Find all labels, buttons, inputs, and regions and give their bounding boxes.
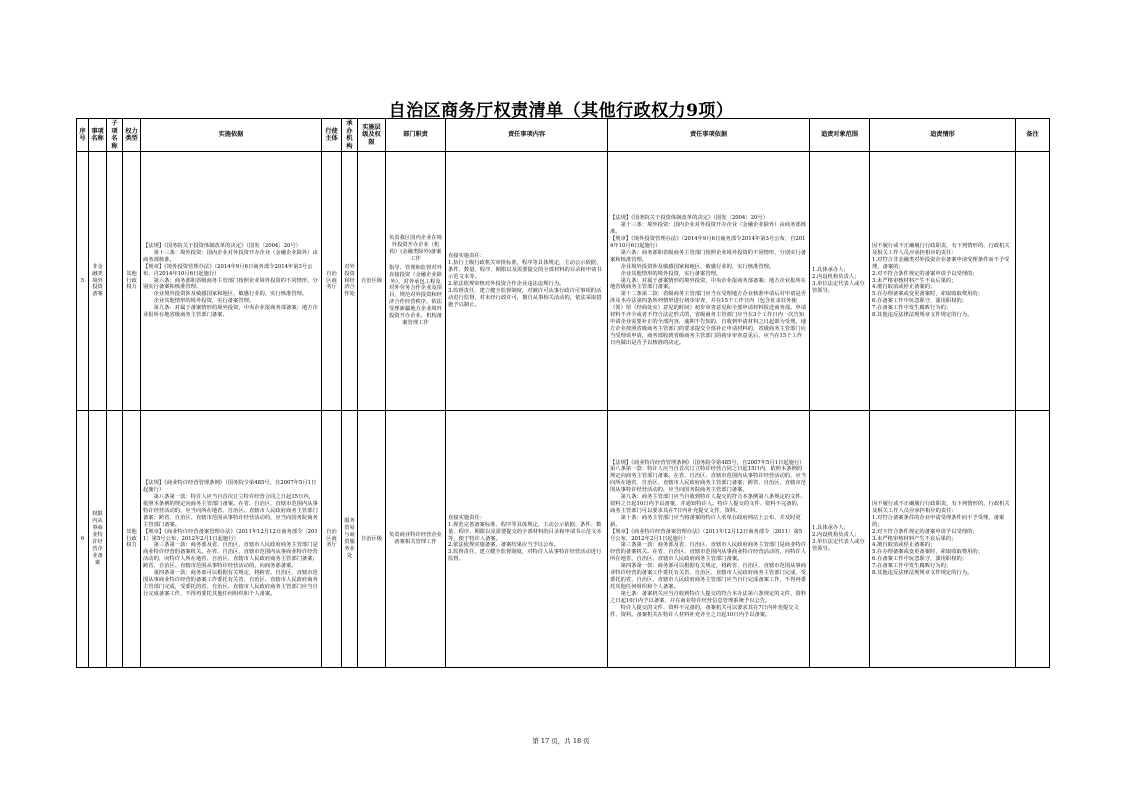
cell-target: 1.具体承办人； 2.内设机构负责人； 3.单位法定代表人或分管领导。	[810, 411, 870, 668]
cell-name: 权限内从事商业特许经营企业备案	[89, 411, 107, 668]
cell-subject: 自治区商务厅	[322, 411, 342, 668]
cell-sub	[107, 152, 123, 411]
header-note: 备注	[1016, 119, 1050, 152]
cell-content: 直接实施责任： 1.规范完善备案标准、程序等具体规定，主动公示依据、条件、数量、程序、期限以及需要提交的全部材料的目录和申请书示范文本等，便于特许人备案。 2.依法依规实施备案，备案结果应当予以公布。 3.监督责任，建立健全监督制度，对特许人从事特许经营活动进行监督。	[446, 411, 608, 668]
header-level: 实施层级及权限	[358, 119, 386, 152]
cell-target: 1.具体承办人； 2.内设机构负责人； 3.单位法定代表人或分管领导。	[810, 152, 870, 411]
cell-note	[1016, 411, 1050, 668]
cell-duty: 负责商业特许经营企业备案相关管理工作	[386, 411, 446, 668]
header-sub: 子项名称	[107, 119, 123, 152]
table-row	[77, 152, 1050, 411]
header-situation: 追责情形	[870, 119, 1016, 152]
cell-org: 服务贸易与商贸服务业处	[342, 411, 358, 668]
header-subject: 行使主体	[322, 119, 342, 152]
header-content: 责任事项内容	[446, 119, 608, 152]
cell-subject: 自治区商务厅	[322, 152, 342, 411]
power-list-table	[76, 118, 1050, 668]
table-header-row	[77, 119, 1050, 152]
cell-duty	[386, 152, 446, 411]
cell-level: 自治区级	[358, 152, 386, 411]
header-name: 事项名称	[89, 119, 107, 152]
cell-basis: 【法规】《国务院关于投资体制改革的决定》（国发〔2004〕20号） 第十三条：境外投资：国内企业对外投资开办企业（金融企业除外）由商务部核准。 【规章】《境外投资管理办法》（2014年9月6日商务部令2014年第3号公布，自2014年10月6日起施行） 第六条：商务部和省级商务主管部门按照企业境外投资的不同情形，分别实行备案和核准管理。 企业境外投资涉及敏感国家和地区、敏感行业的，实行核准管理。 企业其他情形的境外投资，实行备案管理。 第九条：对属于备案情形的境外投资，中央企业报商务部备案；地方企业报所在地省级商务主管部门备案。	[141, 152, 322, 411]
cell-type: 其他行政权力	[123, 152, 141, 411]
cell-note	[1016, 152, 1050, 411]
header-no: 序号	[77, 119, 89, 152]
header-duty: 部门职责	[386, 119, 446, 152]
cell-sub	[107, 411, 123, 668]
cell-duty-scope: 负责我区国内企业在境外投资开办企业（机构）(金融类除外)备案工作	[389, 235, 442, 262]
page-title: 自治区商务厅权责清单（其他行政权力9项）	[388, 101, 734, 121]
header-basis: 实施依据	[141, 119, 322, 152]
cell-situation: 因不履行或不正确履行行政职责，有下列情形的，行政机关及相关工作人员应承担相应的责任： 1.对符合非金融类对外投资企业备案申请受理条件而不予受理，备案的； 2.对不符合条件规定的备案申请予以受理的； 3.未严格审核材料产生不良后果的； 4.擅自取消或停止备案的； 5.在办理备案或变更备案时，索取收取费用的； 6.在备案工作中玩忽职守，滥用职权的； 7.在备案工作中发生腐败行为的； 8.其他违反法律法规规章文件规定的行为。	[870, 152, 1016, 411]
cell-name: 非金融类境外投资备案	[89, 152, 107, 411]
cell-no: 6	[77, 411, 89, 668]
table-row	[77, 411, 1050, 668]
page-footer: 第 17 页，共 18 页	[532, 737, 590, 745]
header-org: 承办机构	[342, 119, 358, 152]
cell-duty-detail: 指导、管理和监督对外直接投资（金融企业除外）、对外承包工程及对外劳务合作企业及项目，规范对外投资和经济合作经营秩序，依法受理新疆地方企业境外投资开办企业、机构备案管理工作	[389, 264, 442, 326]
cell-level: 自治区级	[358, 411, 386, 668]
cell-basis: 【法规】《商业特许经营管理条例》（国务院令第485号，自2007年5月1日起施行） 第八条第一款：特许人应当自首次订立特许经营合同之日起15日内，依照本条例的规定向商务主管部门备案。在省、自治区、直辖市范围内从事特许经营活动的，应当向所在地省、自治区、直辖市人民政府商务主管部门备案；跨省、自治区、直辖市范围从事特许经营活动的，应当向国务院商务主管部门备案。 【规章】《商业特许经营备案管理办法》（2011年12月12日商务部令〔2011〕第5号公布，2012年2月1日起施行） 第三条第一款：商务部及省、自治区、直辖市人民政府商务主管部门是商业特许经营的备案机关。在省、自治区、直辖市范围内从事商业特许经营活动的，向特许人所在地省、自治区、直辖市人民政府商务主管部门备案；跨省、自治区、直辖市范围从事特许经营活动的，向商务部备案。 第四条第一款：商务部可以根据有关规定，将跨省、自治区、直辖市范围从事商业特许经营的备案工作委托有关省、自治区、直辖市人民政府商务主管部门完成，受委托的省、自治区、直辖市人民政府商务主管部门应当自行完成备案工作，不得再委托其他任何组织和个人备案。	[141, 411, 322, 668]
cell-type: 其他行政权力	[123, 411, 141, 668]
cell-no: 5	[77, 152, 89, 411]
header-target: 追责对象范围	[810, 119, 870, 152]
header-type: 权力类型	[123, 119, 141, 152]
cell-org: 对外投资和经济合作处	[342, 152, 358, 411]
cell-content: 直接实施责任： 1.执行上级行政机关审批标准，程序等具体规定，主动公示依据、条件、数量、程序、期限以及需要提交的全部材料的目录和申请书示范文本等。 2.依法依规审核对外投资合作企业违法违规行为。 3.监督责任，建立健全监督制度，对被许可从事行政许可事项的活动进行监督，对未经行政许可，擅自从事相关活动的，依法采取措施予以制止。	[446, 152, 608, 411]
header-basis2: 责任事项依据	[608, 119, 810, 152]
cell-basis2: 【法规】《国务院关于投资体制改革的决定》（国发〔2004〕20号） 第十三条：境外投资：国内企业对外投资开办企业（金融企业除外）由商务部核准。 【规章】《境外投资管理办法》（2014年9月6日商务部令2014年第3号公布，自2014年10月6日起施行） 第六条：商务部和省级商务主管部门按照企业境外投资的不同情形，分别实行备案和核准管理。 企业境外投资涉及敏感国家和地区、敏感行业的，实行核准管理。 企业其他情形的境外投资，实行备案管理。 第九条：对属于备案情形的境外投资，中央企业报商务部备案；地方企业报所在地省级商务主管部门备案。 第十二条第二款：省级商务主管部门应当在受理地方企业核准申请后对申请是否涉及本办法第四条所列情形进行初步审查，并在15个工作日内（包含征求驻外使（领）馆（经商处室）意见的时间）初步审查意见和全部申请材料报送商务部。申请材料不齐全或者不符合法定形式的，省级商务主管部门应当在3个工作日内一次告知申请企业需要补正的全部内容，逾期不告知的，自收到申请材料之日起即为受理。地方企业按照省级商务主管部门的要求提交全部补正申请材料的，省级商务主管部门应当受理该申请，商务部收到省级商务主管部门的初步审查意见后，应当在15个工作日内做出是否予以核准的决定。	[608, 152, 810, 411]
cell-situation: 因不履行或不正确履行行政职责，有下列情形的，行政机关及相关工作人员应承担相应的责任： 1.对符合备案条件的企业申请受理条件而不予受理，备案的； 2.对不符合条件规定的备案申请予以受理的； 3.未严格审核材料产生不良后果的； 4.擅自取消或停止备案的； 5.在办理备案或变更备案时，索取收取费用的； 6.在备案工作中玩忽职守，滥用职权的； 7.在备案工作中发生腐败行为的； 8.其他违反法律法规规章文件规定的行为。	[870, 411, 1016, 668]
cell-basis2: 【法规】《商业特许经营管理条例》（国务院令第485号，自2007年5月1日起施行）第八条第一款：特许人应当自首次订立特许经营合同之日起15日内，依照本条例的规定向商务主管部门备案。在省、自治区、直辖市范围内从事特许经营活动的，应当向所在地省、自治区、直辖市人民政府商务主管部门备案；跨省、自治区、直辖市范围从事特许经营活动的，应当向国务院商务主管部门备案。 第九条：商务主管部门应当自收到特许人提交的符合本条例第八条规定的文件、资料之日起10日内予以备案，并通知特许人。特许人提交的文件、资料不完备的，商务主管部门可以要求其在7日内补充提交文件、资料。 第十条：商务主管部门应当将备案的特许人名单在政府网站上公布，并及时更新。 【规章】《商业特许经营备案管理办法》（2011年12月12日商务部令〔2011〕第5号公布，2012年2月1日起施行） 第三条第一款：商务部及省、自治区、直辖市人民政府商务主管部门是商业特许经营的备案机关。在省、自治区、直辖市范围内从事商业特许经营活动的，向特许人所在地省、自治区、直辖市人民政府商务主管部门备案。 第四条第一款：商务部可以根据有关规定，将跨省、自治区、直辖市范围从事商业特许经营的备案工作委托有关省、自治区、直辖市人民政府商务主管部门完成，受委托的省、自治区、直辖市人民政府商务主管部门应当自行完成备案工作，不得再委托其他任何组织和个人备案。 第七条：备案机关应当自收到特许人提交的符合本办法第六条规定的文件、资料之日起10日内予以备案，并在商业特许经营信息管理系统予以公告。 特许人提交的文件、资料不完备的，备案机关可以要求其在7日内补充提交文件、资料。备案机关在特许人材料补充齐全之日起10日内予以备案。	[608, 411, 810, 668]
